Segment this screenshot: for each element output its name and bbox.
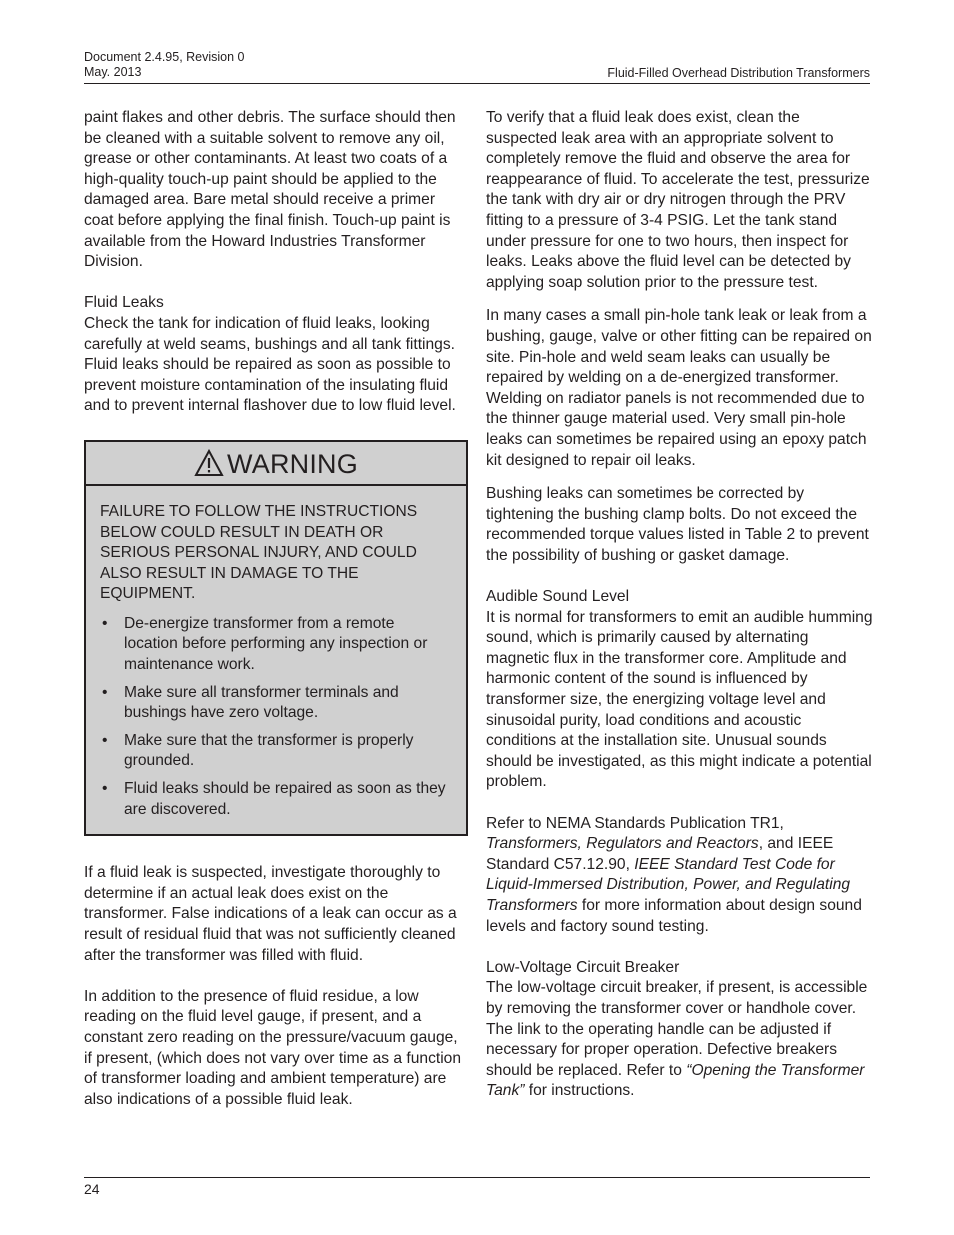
document-number: Document 2.4.95, Revision 0 [84, 50, 245, 64]
page-header [84, 49, 870, 84]
paragraph-breaker [486, 978, 874, 1102]
paragraph: Bushing leaks can sometimes be corrected by tightening the bushing clamp bolts. Do not exceed the recommended torque values listed in Table 2 to prevent the possibility of bushing or gasket damage. [486, 485, 869, 564]
document-info [84, 50, 245, 80]
paragraph-references [486, 814, 874, 938]
page-footer [84, 1177, 870, 1198]
list-item [100, 779, 452, 820]
left-column [84, 108, 468, 1110]
warning-triangle-icon [194, 449, 224, 477]
section-reference: “Opening the Transformer Tank” [486, 1061, 865, 1100]
paragraph: It is normal for transformers to emit an audible humming sound, which is primarily caused by alternating magnetic flux in the transformer core. Amplitude and harmonic content of the sound is influenced by transformer size, the energizing voltage level and sinusoidal purity, load conditions and acoustic conditions at the installation site. Unusual sounds should be investigated, as this might indicate a potential problem. [486, 608, 873, 791]
warning-title: WARNING [227, 448, 358, 479]
warning-list [100, 614, 452, 820]
text-run: The low-voltage circuit breaker, if present, is accessible by removing the transformer cover or handhole cover. The link to the operating handle can be adjusted if necessary for proper operation. Defective breakers should be replaced. Refer to [486, 979, 868, 1079]
paragraph: If a fluid leak is suspected, investigate thoroughly to determine if an actual leak does exist on the transformer. False indications of a leak can occur as a result of residual fluid that was not sufficiently cleaned after the transformer was filled with fluid. [84, 864, 457, 964]
section-heading-fluid-leaks: Fluid Leaks [84, 294, 164, 312]
text-run: Refer to NEMA Standards Publication TR1, [486, 814, 784, 832]
paragraph: Check the tank for indication of fluid leaks, looking carefully at weld seams, bushings and all tank fittings. Fluid leaks should be repaired as soon as possible to prevent moisture contamination of the insulating fluid and to prevent internal flashover due to low fluid level. [84, 314, 456, 415]
list-item-text: De-energize transformer from a remote location before performing any inspection or maintenance work. [124, 614, 428, 674]
section-heading-circuit-breaker: Low-Voltage Circuit Breaker [486, 958, 680, 976]
paragraph: paint flakes and other debris. The surface should then be cleaned with a suitable solvent to remove any oil, grease or other contaminants. At least two coats of a high-quality touch-up paint should be applied to the damaged area. Bare metal should receive a primer coat before applying the final finish. Touch-up paint is available from the Howard Industries Transformer Division. [84, 109, 456, 271]
text-run: for instructions. [524, 1082, 635, 1100]
list-item [100, 731, 452, 772]
bullet: • [102, 683, 108, 701]
page-number: 24 [84, 1181, 100, 1197]
standard-title: IEEE Standard Test Code for Liquid-Immersed Distribution, Power, and Regulating Transformers [486, 855, 851, 914]
warning-header [86, 442, 466, 486]
document-date: May. 2013 [84, 65, 142, 79]
section-heading-audible-sound: Audible Sound Level [486, 588, 630, 606]
list-item [100, 683, 452, 724]
publication-title: Transformers, Regulators and Reactors [486, 835, 759, 853]
warning-box [84, 440, 468, 836]
paragraph: In many cases a small pin-hole tank leak or leak from a bushing, gauge, valve or other fitting can be repaired on site. Pin-hole and weld seam leaks can usually be repaired by welding on a de-energized transformer. Welding on radiator panels is not recommended due to the thinner gauge material used. Very small pin-hole leaks can sometimes be repaired using an epoxy patch kit designed to repair oil leaks. [486, 307, 872, 469]
document-title: Fluid-Filled Overhead Distribution Transformers [607, 66, 870, 80]
list-item-text: Make sure that the transformer is properly grounded. [124, 731, 414, 770]
list-item-text: Make sure all transformer terminals and bushings have zero voltage. [124, 683, 399, 722]
bullet: • [102, 731, 108, 749]
right-column [486, 108, 874, 1102]
paragraph: To verify that a fluid leak does exist, clean the suspected leak area with an appropriate solvent to completely remove the fluid and observe the area for reappearance of fluid. To accelerate the test, pressurize the tank with dry air or dry nitrogen through the PRV fitting to a pressure of 3-4 PSIG. Let the tank stand under pressure for one to two hours, then inspect for leaks. Leaks above the fluid level can be detected by applying soap solution prior to the pressure test. [486, 109, 870, 291]
list-item-text: Fluid leaks should be repaired as soon as they are discovered. [124, 780, 446, 818]
warning-statement: FAILURE TO FOLLOW THE INSTRUCTIONS BELOW COULD RESULT IN DEATH OR SERIOUS PERSONAL INJURY, AND COULD ALSO RESULT IN DAMAGE TO THE EQUIPMENT. [100, 502, 418, 603]
bullet: • [102, 780, 108, 798]
bullet: • [102, 614, 108, 632]
text-run: for more information about design sound levels and factory sound testing. [486, 896, 862, 935]
warning-body [86, 486, 466, 834]
paragraph: In addition to the presence of fluid residue, a low reading on the fluid level gauge, if present, and a constant zero reading on the pressure/vacuum gauge, if present, (which does not vary over time as a function of transformer loading and ambient temperature) are also indications of a possible fluid leak. [84, 987, 462, 1108]
text-run: , and IEEE Standard C57.12.90, [486, 835, 834, 873]
list-item [100, 614, 452, 676]
